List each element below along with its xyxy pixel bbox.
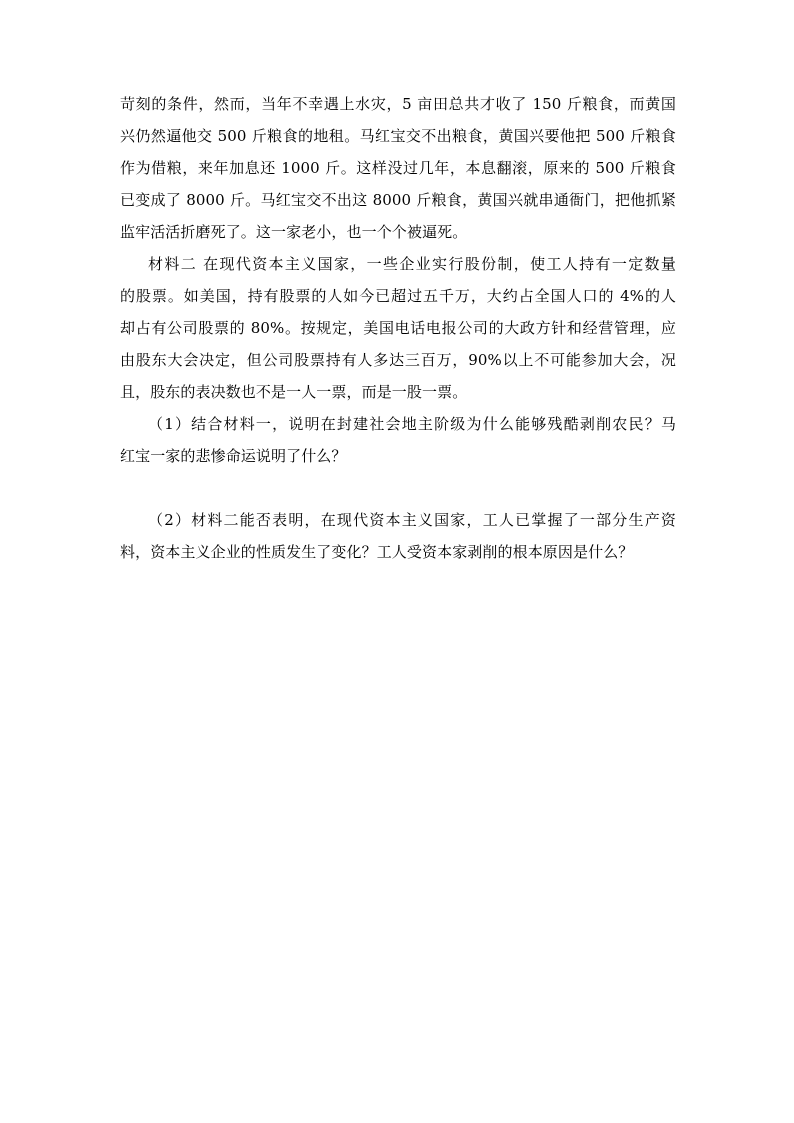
question1-line-1: （1）结合材料一，说明在封建社会地主阶级为什么能够残酷剥削农民？马: [148, 415, 676, 433]
material2-line-3: 却占有公司股票的 80%。按规定，美国电话电报公司的大政方针和经营管理，应: [120, 319, 676, 337]
material2-line-4: 由股东大会决定，但公司股票持有人多达三百万，90%以上不可能参加大会，况: [120, 351, 676, 369]
material2-line-1: 材料二 在现代资本主义国家，一些企业实行股份制，使工人持有一定数量: [148, 255, 676, 273]
material1-line-3: 作为借粮，来年加息还 1000 斤。这样没过几年，本息翻滚，原来的 500 斤粮食: [120, 159, 676, 177]
question2-line-1: （2）材料二能否表明，在现代资本主义国家，工人已掌握了一部分生产资: [148, 511, 676, 529]
material2-line-2: 的股票。如美国，持有股票的人如今已超过五千万，大约占全国人口的 4%的人: [120, 287, 676, 305]
question1-line-2: 红宝一家的悲惨命运说明了什么？: [120, 447, 347, 465]
material2-line-5: 且，股东的表决数也不是一人一票，而是一股一票。: [120, 383, 468, 401]
material1-line-5: 监牢活活折磨死了。这一家老小，也一个个被逼死。: [120, 223, 468, 241]
material1-line-1: 苛刻的条件，然而，当年不幸遇上水灾，5 亩田总共才收了 150 斤粮食，而黄国: [120, 95, 676, 113]
material1-line-4: 已变成了 8000 斤。马红宝交不出这 8000 斤粮食，黄国兴就串通衙门，把他抓紧: [120, 191, 676, 209]
question2-line-2: 料，资本主义企业的性质发生了变化？工人受资本家剥削的根本原因是什么？: [120, 543, 634, 561]
material1-line-2: 兴仍然逼他交 500 斤粮食的地租。马红宝交不出粮食，黄国兴要他把 500 斤粮食: [120, 127, 676, 145]
